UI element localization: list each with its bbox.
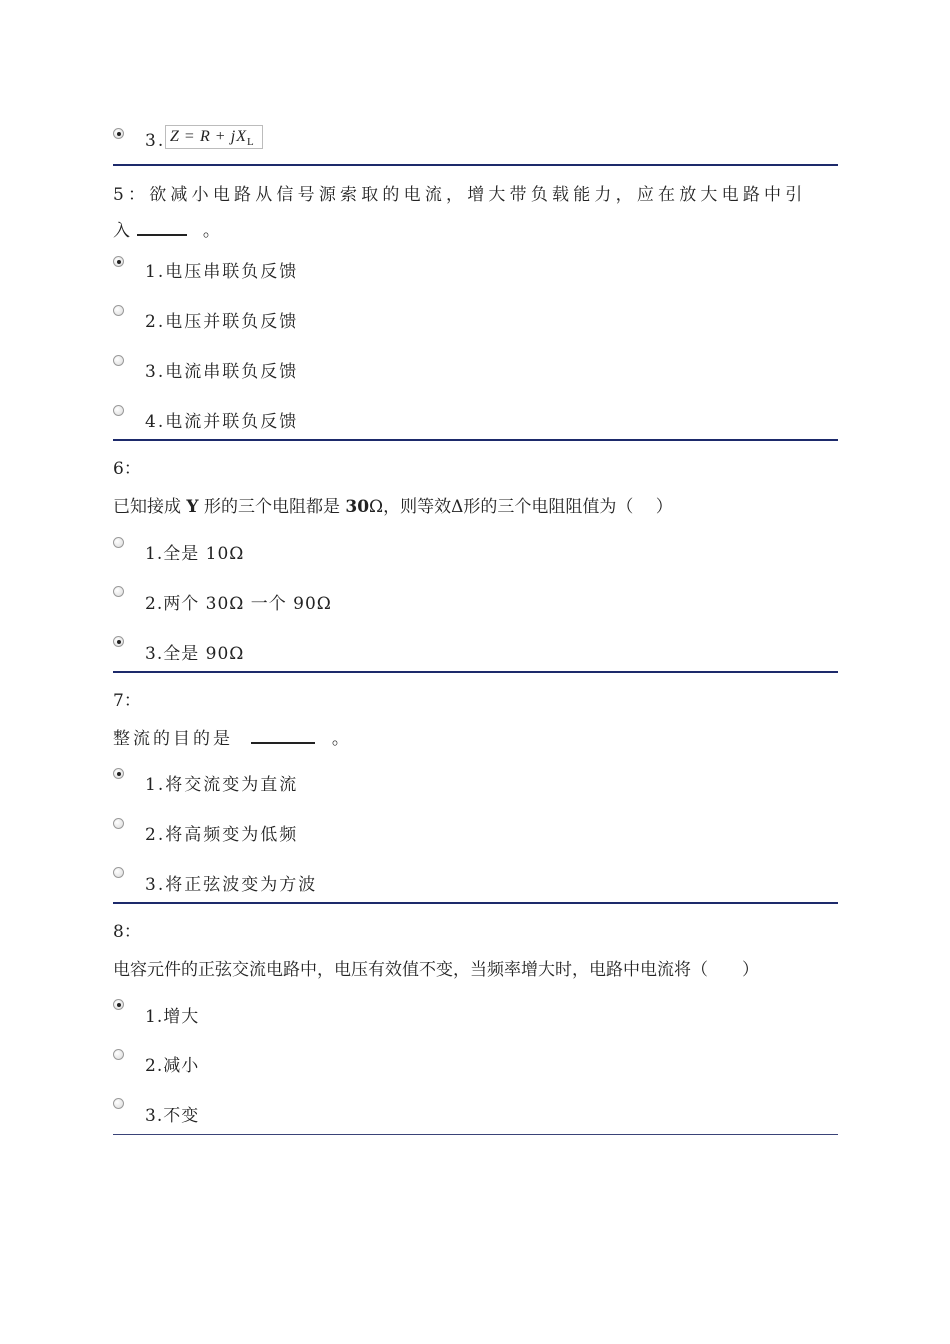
- q6-option-2-radio[interactable]: [113, 586, 124, 597]
- q5-answer-blank: [137, 220, 187, 236]
- q5-text-suffix: 。: [202, 221, 220, 241]
- q7-option-3-label: 3.将正弦波变为方波: [145, 875, 318, 895]
- q5-option-3-radio[interactable]: [113, 355, 124, 366]
- q6-number: 6：: [113, 459, 141, 479]
- q6-option-3-label: 3.全是 90Ω: [145, 644, 245, 664]
- q7-option-1-label: 1.将交流变为直流: [145, 775, 299, 795]
- q6-option-2-label: 2.两个 30Ω 一个 90Ω: [145, 594, 332, 614]
- question-divider: [113, 1134, 838, 1135]
- q8-option-2-label: 2.减小: [145, 1056, 200, 1076]
- q5-option-1-label: 1.电压串联负反馈: [145, 262, 299, 282]
- q4-option-3-formula-image: $Z = R + jX_L$: [165, 125, 263, 149]
- q7-number: 7：: [113, 691, 141, 711]
- q5-option-1-radio[interactable]: [113, 256, 124, 267]
- q5-text-line2: [113, 216, 220, 241]
- q8-text: 电容元件的正弦交流电路中，电压有效值不变，当频率增大时，电路中电流将（ ）: [113, 960, 759, 980]
- q4-option-3-radio[interactable]: [113, 128, 124, 139]
- q8-option-2-radio[interactable]: [113, 1049, 124, 1060]
- q6-text: 已知接成 Y 形的三个电阻都是 30Ω，则等效Δ形的三个电阻阻值为（ ）: [113, 497, 673, 517]
- question-divider: [113, 902, 838, 904]
- q5-text-prefix: 入: [113, 221, 130, 241]
- q7-text: [113, 724, 352, 749]
- q7-answer-blank: [251, 728, 315, 744]
- q8-option-1-label: 1.增大: [145, 1007, 200, 1027]
- q7-text-prefix: 整流的目的是: [113, 729, 233, 749]
- q7-option-2-label: 2.将高频变为低频: [145, 825, 299, 845]
- q7-option-3-radio[interactable]: [113, 867, 124, 878]
- q6-option-1-radio[interactable]: [113, 537, 124, 548]
- question-divider: [113, 439, 838, 441]
- q8-option-3-label: 3.不变: [145, 1106, 200, 1126]
- q4-option-3-number: 3.: [145, 131, 166, 151]
- q7-option-2-radio[interactable]: [113, 818, 124, 829]
- q5-text-line1: 5：欲减小电路从信号源索取的电流，增大带负载能力，应在放大电路中引: [113, 185, 807, 205]
- q5-option-2-radio[interactable]: [113, 305, 124, 316]
- q7-text-suffix: 。: [331, 729, 352, 749]
- question-divider: [113, 164, 838, 166]
- q5-option-3-label: 3.电流串联负反馈: [145, 362, 299, 382]
- q7-option-1-radio[interactable]: [113, 768, 124, 779]
- q8-option-3-radio[interactable]: [113, 1098, 124, 1109]
- q5-option-4-label: 4.电流并联负反馈: [145, 412, 299, 432]
- q5-option-2-label: 2.电压并联负反馈: [145, 312, 299, 332]
- q6-option-3-radio[interactable]: [113, 636, 124, 647]
- q5-option-4-radio[interactable]: [113, 405, 124, 416]
- q8-option-1-radio[interactable]: [113, 999, 124, 1010]
- q6-option-1-label: 1.全是 10Ω: [145, 544, 245, 564]
- question-divider: [113, 671, 838, 673]
- q8-number: 8：: [113, 922, 141, 942]
